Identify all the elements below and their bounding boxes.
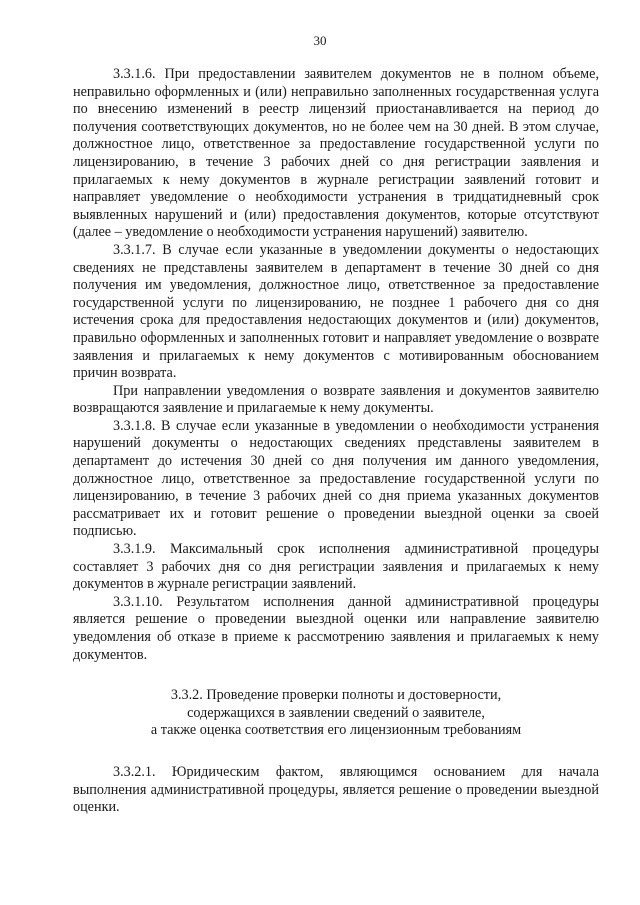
paragraph-3-3-1-10: 3.3.1.10. Результатом исполнения данной административной процедуры является решение о проведении выездной оценки или направление заявителю уведомления об отказе в приеме к рассмотрению заявления и прилагаемых к нему документов. [73, 593, 599, 663]
document-body [73, 66, 599, 817]
paragraph-3-3-1-9: 3.3.1.9. Максимальный срок исполнения административной процедуры составляет 3 рабочих дня со дня регистрации заявления и прилагаемых к нему документов в журнале регистрации заявлений. [73, 541, 599, 593]
heading-line: 3.3.2. Проведение проверки полноты и достоверности, [170, 687, 502, 704]
heading-line: а также оценка соответствия его лицензионным требованиям [150, 722, 522, 739]
paragraph-3-3-1-6: 3.3.1.6. При предоставлении заявителем документов не в полном объеме, неправильно оформленных и (или) неправильно заполненных государственная услуга по внесению изменений в реестр лицензий приостанавливается на период до получения соответствующих документов, но не более чем на 30 дней. В этом случае, должностное лицо, ответственное за предоставление государственной услуги по лицензированию, в течение 3 рабочих дней со дня регистрации заявления и прилагаемых к нему документов в журнале регистрации заявлений готовит и направляет уведомление о необходимости устранения в тридцатидневный срок выявленных нарушений и (или) предоставления документов, которые отсутствуют (далее – уведомление о необходимости устранения нарушений) заявителю. [73, 66, 599, 241]
paragraph-3-3-1-7: 3.3.1.7. В случае если указанные в уведомлении документы о недостающих сведениях не представлены заявителем в департамент в течение 30 дней со дня получения им уведомления, должностное лицо, ответственное за предоставление государственной услуги по лицензированию, не позднее 1 рабочего дня со дня истечения срока для предоставления недостающих документов и (или) документов, правильно оформленных и заполненных готовит и направляет уведомление о возврате заявления и прилагаемых к нему документов с мотивированным обоснованием причин возврата. [73, 241, 599, 382]
heading-line: содержащихся в заявлении сведений о заявителе, [187, 704, 485, 721]
section-heading-3-3-2 [73, 687, 599, 740]
paragraph-3-3-1-8: 3.3.1.8. В случае если указанные в уведомлении о необходимости устранения нарушений документы о недостающих сведениях представлены заявителем в департамент до истечения 30 дней со дня получения им данного уведомления, должностное лицо, ответственное за предоставление государственной услуги по лицензированию, в течение 3 рабочих дней со дня приема указанных документов рассматривает их и готовит решение о проведении выездной оценки за своей подписью. [73, 417, 599, 540]
page-number: 30 [313, 33, 327, 48]
paragraph-3-3-2-1: 3.3.2.1. Юридическим фактом, являющимся основанием для начала выполнения административной процедуры, является решение о проведении выездной оценки. [73, 763, 599, 816]
paragraph-return-note: При направлении уведомления о возврате заявления и документов заявителю возвращаются заявление и прилагаемые к нему документы. [73, 382, 599, 417]
